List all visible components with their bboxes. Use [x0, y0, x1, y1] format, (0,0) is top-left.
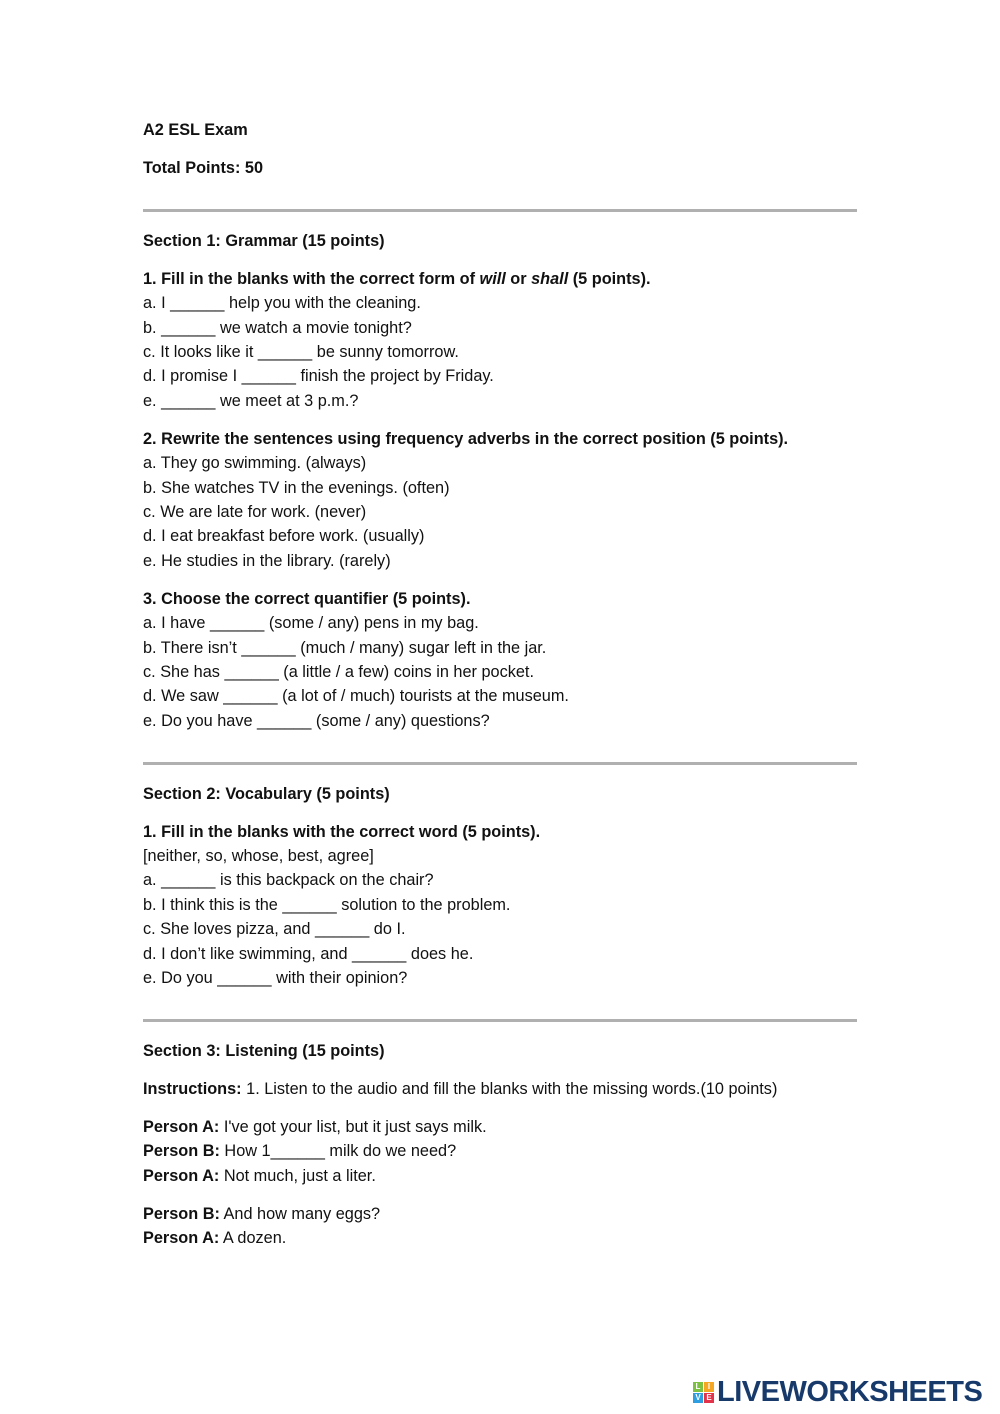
- bold-text: 2. Rewrite the sentences using frequency adverbs in the correct position (5 points).: [143, 429, 789, 448]
- text: e. He studies in the library. (rarely): [143, 551, 391, 570]
- section-divider: [143, 1019, 857, 1022]
- text: A dozen.: [219, 1228, 287, 1247]
- liveworksheets-logo: [693, 1376, 982, 1409]
- text: b. I think this is the ______ solution to the problem.: [143, 895, 511, 914]
- text-line: [143, 611, 857, 635]
- text: b. ______ we watch a movie tonight?: [143, 318, 412, 337]
- text-line: [143, 316, 857, 340]
- spacer: [143, 413, 857, 427]
- spacer: [143, 1101, 857, 1115]
- text: a. I ______ help you with the cleaning.: [143, 294, 421, 313]
- text-line: [143, 660, 857, 684]
- text-line: [143, 782, 857, 806]
- text: How 1______ milk do we need?: [219, 1142, 457, 1161]
- section-divider: [143, 209, 857, 212]
- spacer: [143, 142, 857, 156]
- text-line: [143, 942, 857, 966]
- bold-text: Section 1: Grammar (15 points): [143, 231, 385, 250]
- text: [neither, so, whose, best, agree]: [143, 846, 374, 865]
- spacer: [143, 806, 857, 820]
- text-line: [143, 1115, 857, 1139]
- text: e. Do you ______ with their opinion?: [143, 968, 408, 987]
- logo-tile: V: [693, 1393, 703, 1403]
- section-divider: [143, 762, 857, 765]
- text-line: [143, 1039, 857, 1063]
- text-line: [143, 1226, 857, 1250]
- text-line: [143, 820, 857, 844]
- text: d. I don’t like swimming, and ______ does he.: [143, 944, 474, 963]
- bold-text: Section 3: Listening (15 points): [143, 1041, 385, 1060]
- text: Not much, just a liter.: [219, 1166, 376, 1185]
- text-line: [143, 229, 857, 253]
- text: c. She loves pizza, and ______ do I.: [143, 920, 406, 939]
- logo-tile: E: [704, 1393, 714, 1403]
- text: c. We are late for work. (never): [143, 502, 367, 521]
- text-line: [143, 917, 857, 941]
- bold-text: Person A:: [143, 1117, 220, 1136]
- bold-text: shall: [531, 269, 569, 288]
- text-line: [143, 1202, 857, 1226]
- text-line: [143, 893, 857, 917]
- text: d. I promise I ______ finish the project by Friday.: [143, 367, 494, 386]
- bold-text: Person B:: [143, 1204, 220, 1223]
- text: d. We saw ______ (a lot of / much) tourists at the museum.: [143, 687, 569, 706]
- spacer: [143, 253, 857, 267]
- text: e. ______ we meet at 3 p.m.?: [143, 391, 359, 410]
- text-line: [143, 1139, 857, 1163]
- text-line: [143, 587, 857, 611]
- text: 1. Listen to the audio and fill the blanks with the missing words.(10 points): [241, 1079, 778, 1098]
- spacer: [143, 1188, 857, 1202]
- text-line: [143, 709, 857, 733]
- bold-text: or: [505, 269, 532, 288]
- bold-text: (5 points).: [568, 269, 651, 288]
- text-line: [143, 1077, 857, 1101]
- bold-text: 3. Choose the correct quantifier (5 points).: [143, 589, 471, 608]
- bold-text: 1. Fill in the blanks with the correct word (5 points).: [143, 822, 541, 841]
- bold-text: Person A:: [143, 1228, 220, 1247]
- text-line: [143, 684, 857, 708]
- text: c. She has ______ (a little / a few) coins in her pocket.: [143, 662, 534, 681]
- text-line: [143, 549, 857, 573]
- text: c. It looks like it ______ be sunny tomorrow.: [143, 343, 459, 362]
- text-line: [143, 524, 857, 548]
- text: a. I have ______ (some / any) pens in my bag.: [143, 614, 479, 633]
- text: a. They go swimming. (always): [143, 454, 367, 473]
- text-line: [143, 267, 857, 291]
- logo-text: LIVEWORKSHEETS: [717, 1376, 983, 1408]
- text-line: [143, 966, 857, 990]
- logo-tile: L: [693, 1382, 703, 1392]
- text: e. Do you have ______ (some / any) questions?: [143, 711, 490, 730]
- text-line: [143, 427, 857, 451]
- text-line: [143, 636, 857, 660]
- text: d. I eat breakfast before work. (usually): [143, 527, 425, 546]
- text: b. She watches TV in the evenings. (often): [143, 478, 450, 497]
- text: And how many eggs?: [219, 1204, 381, 1223]
- text-line: [143, 118, 857, 142]
- text-line: [143, 868, 857, 892]
- logo-tile: I: [704, 1382, 714, 1392]
- text-line: [143, 451, 857, 475]
- spacer: [143, 573, 857, 587]
- bold-text: Section 2: Vocabulary (5 points): [143, 784, 390, 803]
- bold-text: 1. Fill in the blanks with the correct form of: [143, 269, 480, 288]
- bold-text: Person A:: [143, 1166, 220, 1185]
- text-line: [143, 156, 857, 180]
- text-line: [143, 844, 857, 868]
- logo-tiles-icon: [693, 1382, 714, 1403]
- text-line: [143, 500, 857, 524]
- exam-document: [143, 118, 857, 1250]
- spacer: [143, 1063, 857, 1077]
- bold-text: will: [479, 269, 506, 288]
- text-line: [143, 340, 857, 364]
- bold-text: A2 ESL Exam: [143, 121, 248, 139]
- text-line: [143, 476, 857, 500]
- text-line: [143, 1164, 857, 1188]
- text: a. ______ is this backpack on the chair?: [143, 871, 434, 890]
- text-line: [143, 291, 857, 315]
- text-line: [143, 364, 857, 388]
- text: b. There isn’t ______ (much / many) sugar left in the jar.: [143, 638, 547, 657]
- bold-text: Total Points: 50: [143, 158, 264, 177]
- text: I've got your list, but it just says milk.: [219, 1117, 487, 1136]
- text-line: [143, 389, 857, 413]
- bold-text: Person B:: [143, 1142, 220, 1161]
- bold-text: Instructions:: [143, 1079, 242, 1098]
